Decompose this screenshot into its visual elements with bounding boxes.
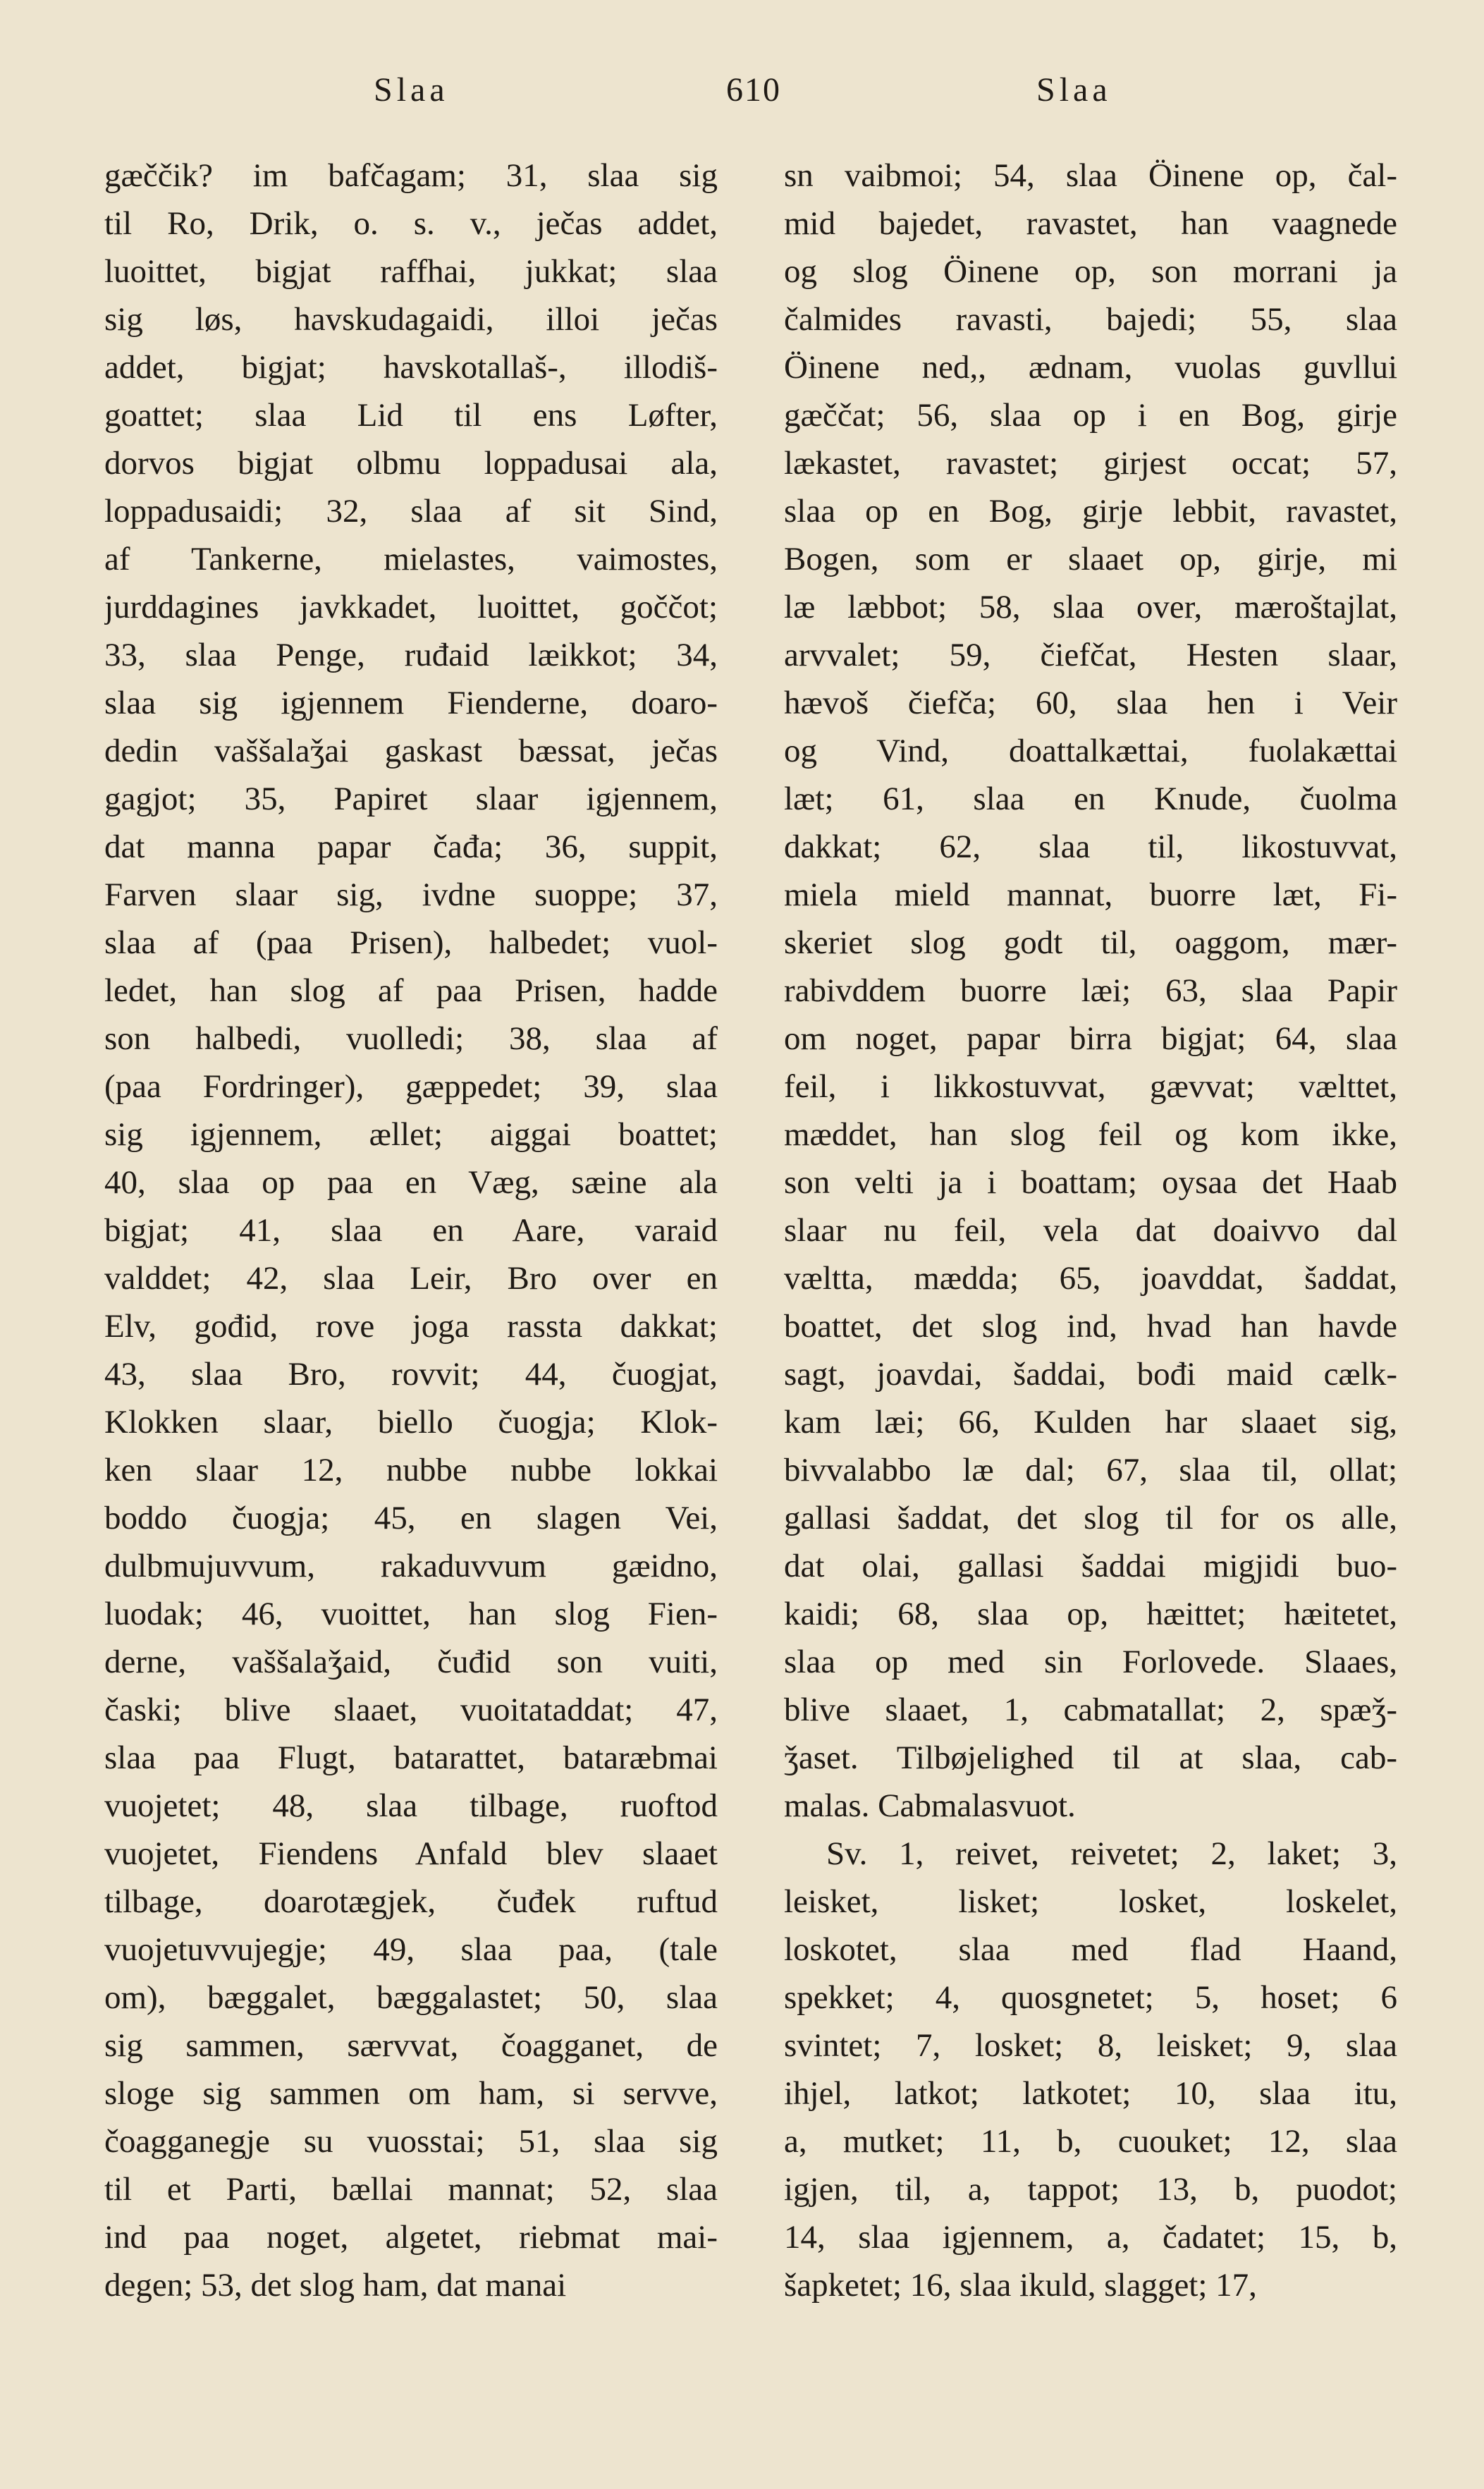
text-line: časki; blive slaaet, vuoitataddat; 47, bbox=[104, 1692, 718, 1728]
text-line: og slog Öinene op, son morrani ja bbox=[784, 253, 1397, 290]
text-line: kaidi; 68, slaa op, hæittet; hæitetet, bbox=[784, 1596, 1397, 1632]
text-line: jurddagines javkkadet, luoittet, goččot; bbox=[104, 589, 718, 625]
text-line: slaa paa Flugt, batarattet, bataræbmai bbox=[104, 1739, 718, 1776]
page-number: 610 bbox=[726, 71, 781, 109]
text-line: gallasi šaddat, det slog til for os alle, bbox=[784, 1500, 1397, 1536]
text-line: Öinene ned,, ædnam, vuolas guvllui bbox=[784, 349, 1397, 386]
text-line: dat manna papar čađa; 36, suppit, bbox=[104, 828, 718, 865]
text-line: sloge sig sammen om ham, si servve, bbox=[104, 2075, 718, 2112]
text-line: arvvalet; 59, čiefčat, Hesten slaar, bbox=[784, 637, 1397, 673]
text-line: mæddet, han slog feil og kom ikke, bbox=[784, 1116, 1397, 1153]
text-line: a, mutket; 11, b, cuouket; 12, slaa bbox=[784, 2123, 1397, 2160]
text-line: blive slaaet, 1, cabmatallat; 2, spæǯ- bbox=[784, 1692, 1397, 1728]
text-line: malas. Cabmalasvuot. bbox=[784, 1787, 1076, 1824]
text-line: sig igjennem, ællet; aiggai boattet; bbox=[104, 1116, 718, 1153]
text-line: loppadusaidi; 32, slaa af sit Sind, bbox=[104, 493, 718, 530]
text-line: kam læi; 66, Kulden har slaaet sig, bbox=[784, 1404, 1397, 1441]
text-line: lækastet, ravastet; girjest occat; 57, bbox=[784, 445, 1397, 482]
text-line: om noget, papar birra bigjat; 64, slaa bbox=[784, 1020, 1397, 1057]
text-line: tilbage, doarotægjek, čuđek ruftud bbox=[104, 1883, 718, 1920]
text-line: svintet; 7, losket; 8, leisket; 9, slaa bbox=[784, 2027, 1397, 2064]
text-line: gagjot; 35, Papiret slaar igjennem, bbox=[104, 781, 718, 817]
text-line: (paa Fordringer), gæppedet; 39, slaa bbox=[104, 1068, 718, 1105]
text-line: bivvalabbo læ dal; 67, slaa til, ollat; bbox=[784, 1452, 1397, 1488]
text-line: son velti ja i boattam; oysaa det Haab bbox=[784, 1164, 1397, 1201]
text-line: til Ro, Drik, o. s. v., ječas addet, bbox=[104, 205, 718, 242]
text-line: 14, slaa igjennem, a, čadatet; 15, b, bbox=[784, 2219, 1397, 2256]
text-line: slaa op en Bog, girje lebbit, ravastet, bbox=[784, 493, 1397, 530]
text-line: dorvos bigjat olbmu loppadusai ala, bbox=[104, 445, 718, 482]
text-line: ken slaar 12, nubbe nubbe lokkai bbox=[104, 1452, 718, 1488]
text-line: dakkat; 62, slaa til, likostuvvat, bbox=[784, 828, 1397, 865]
text-line: miela mield mannat, buorre læt, Fi- bbox=[784, 876, 1397, 913]
text-line: Sv. 1, reivet, reivetet; 2, laket; 3, bbox=[826, 1835, 1397, 1872]
text-line: vuojetuvvujegje; 49, slaa paa, (tale bbox=[104, 1931, 718, 1968]
text-line: ǯaset. Tilbøjelighed til at slaa, cab- bbox=[784, 1739, 1397, 1776]
text-line: om), bæggalet, bæggalastet; 50, slaa bbox=[104, 1979, 718, 2016]
text-line: igjen, til, a, tappot; 13, b, puodot; bbox=[784, 2171, 1397, 2208]
text-line: til et Parti, bællai mannat; 52, slaa bbox=[104, 2171, 718, 2208]
text-line: loskotet, slaa med flad Haand, bbox=[784, 1931, 1397, 1968]
text-line: goattet; slaa Lid til ens Løfter, bbox=[104, 397, 718, 434]
text-line: valddet; 42, slaa Leir, Bro over en bbox=[104, 1260, 718, 1297]
text-line: vælttа, mædda; 65, joavddat, šaddat, bbox=[784, 1260, 1397, 1297]
text-line: Bogen, som er slaaet op, girje, mi bbox=[784, 541, 1397, 577]
text-line: sagt, joavdai, šaddai, bođi maid cælk- bbox=[784, 1356, 1397, 1393]
text-line: slaa sig igjennem Fienderne, doaro- bbox=[104, 685, 718, 721]
text-line: gæččik? im bafčagam; 31, slaa sig bbox=[104, 157, 718, 194]
text-line: sig løs, havskudagaidi, illoi ječas bbox=[104, 301, 718, 338]
text-line: derne, vaššalaǯaid, čuđid son vuiti, bbox=[104, 1644, 718, 1680]
text-line: slaa op med sin Forlovede. Slaaes, bbox=[784, 1644, 1397, 1680]
text-line: čalmides ravasti, bajedi; 55, slaa bbox=[784, 301, 1397, 338]
text-line: čoagganegje su vuosstai; 51, slaa sig bbox=[104, 2123, 718, 2160]
running-head bbox=[106, 71, 1431, 127]
text-line: mid bajedet, ravastet, han vaagnede bbox=[784, 205, 1397, 242]
text-line: gæččat; 56, slaa op i en Bog, girje bbox=[784, 397, 1397, 434]
text-line: son halbedi, vuolledi; 38, slaa af bbox=[104, 1020, 718, 1057]
right-column bbox=[784, 152, 1397, 2309]
text-line: ind paa noget, algetet, riebmat mai- bbox=[104, 2219, 718, 2256]
text-line: sn vaibmoi; 54, slaa Öinene op, čal- bbox=[784, 157, 1397, 194]
text-line: Farven slaar sig, ivdne suoppe; 37, bbox=[104, 876, 718, 913]
text-line: dedin vaššalaǯai gaskast bæssat, ječas bbox=[104, 733, 718, 769]
text-line: dulbmujuvvum, rakaduvvum gæidno, bbox=[104, 1548, 718, 1584]
text-line: vuojetet, Fiendens Anfald blev slaaet bbox=[104, 1835, 718, 1872]
text-line: 33, slaa Penge, ruđaid læikkot; 34, bbox=[104, 637, 718, 673]
text-line: luodak; 46, vuoittet, han slog Fien- bbox=[104, 1596, 718, 1632]
text-line: slaar nu feil, vela dat doaivvo dal bbox=[784, 1212, 1397, 1249]
text-line: spekket; 4, quosgnetet; 5, hoset; 6 bbox=[784, 1979, 1397, 2016]
text-line: vuojetet; 48, slaa tilbage, ruoftod bbox=[104, 1787, 718, 1824]
text-line: og Vind, doattalkættai, fuolakættai bbox=[784, 733, 1397, 769]
text-line: feil, i likkostuvvat, gævvat; vælttet, bbox=[784, 1068, 1397, 1105]
text-line: læ læbbot; 58, slaa over, mæroštajlat, bbox=[784, 589, 1397, 625]
text-line: læt; 61, slaa en Knude, čuolma bbox=[784, 781, 1397, 817]
text-line: boattet, det slog ind, hvad han havde bbox=[784, 1308, 1397, 1345]
text-line: af Tankerne, mielastes, vaimostes, bbox=[104, 541, 718, 577]
text-line: skeriet slog godt til, oaggom, mær- bbox=[784, 924, 1397, 961]
text-line: dat olai, gallasi šaddai migjidi buo- bbox=[784, 1548, 1397, 1584]
text-line: slaa af (paa Prisen), halbedet; vuol- bbox=[104, 924, 718, 961]
text-line: addet, bigjat; havskotallaš-, illodiš- bbox=[104, 349, 718, 386]
header-left-catchword: Slaa bbox=[374, 71, 449, 109]
text-line: Elv, gođid, rove joga rassta dakkat; bbox=[104, 1308, 718, 1345]
text-line: Klokken slaar, biello čuogja; Klok- bbox=[104, 1404, 718, 1441]
header-right-catchword: Slaa bbox=[1036, 71, 1112, 109]
text-line: leisket, lisket; losket, loskelet, bbox=[784, 1883, 1397, 1920]
text-line: bigjat; 41, slaa en Aare, varaid bbox=[104, 1212, 718, 1249]
text-line: 43, slaa Bro, rovvit; 44, čuogjat, bbox=[104, 1356, 718, 1393]
text-line: luoittet, bigjat raffhai, jukkat; slaa bbox=[104, 253, 718, 290]
text-line: rabivddem buorre læi; 63, slaa Papir bbox=[784, 972, 1397, 1009]
text-line: ihjel, latkot; latkotet; 10, slaa itu, bbox=[784, 2075, 1397, 2112]
text-line: sig sammen, særvvat, čoagganet, de bbox=[104, 2027, 718, 2064]
text-line: 40, slaa op paa en Væg, sæine ala bbox=[104, 1164, 718, 1201]
text-line: ledet, han slog af paa Prisen, hadde bbox=[104, 972, 718, 1009]
text-line: degen; 53, det slog ham, dat manai bbox=[104, 2267, 567, 2304]
left-column bbox=[104, 152, 718, 2309]
text-line: boddo čuogja; 45, en slagen Vei, bbox=[104, 1500, 718, 1536]
text-line: šapketet; 16, slaa ikuld, slagget; 17, bbox=[784, 2267, 1257, 2304]
text-line: hævoš čiefča; 60, slaa hen i Veir bbox=[784, 685, 1397, 721]
